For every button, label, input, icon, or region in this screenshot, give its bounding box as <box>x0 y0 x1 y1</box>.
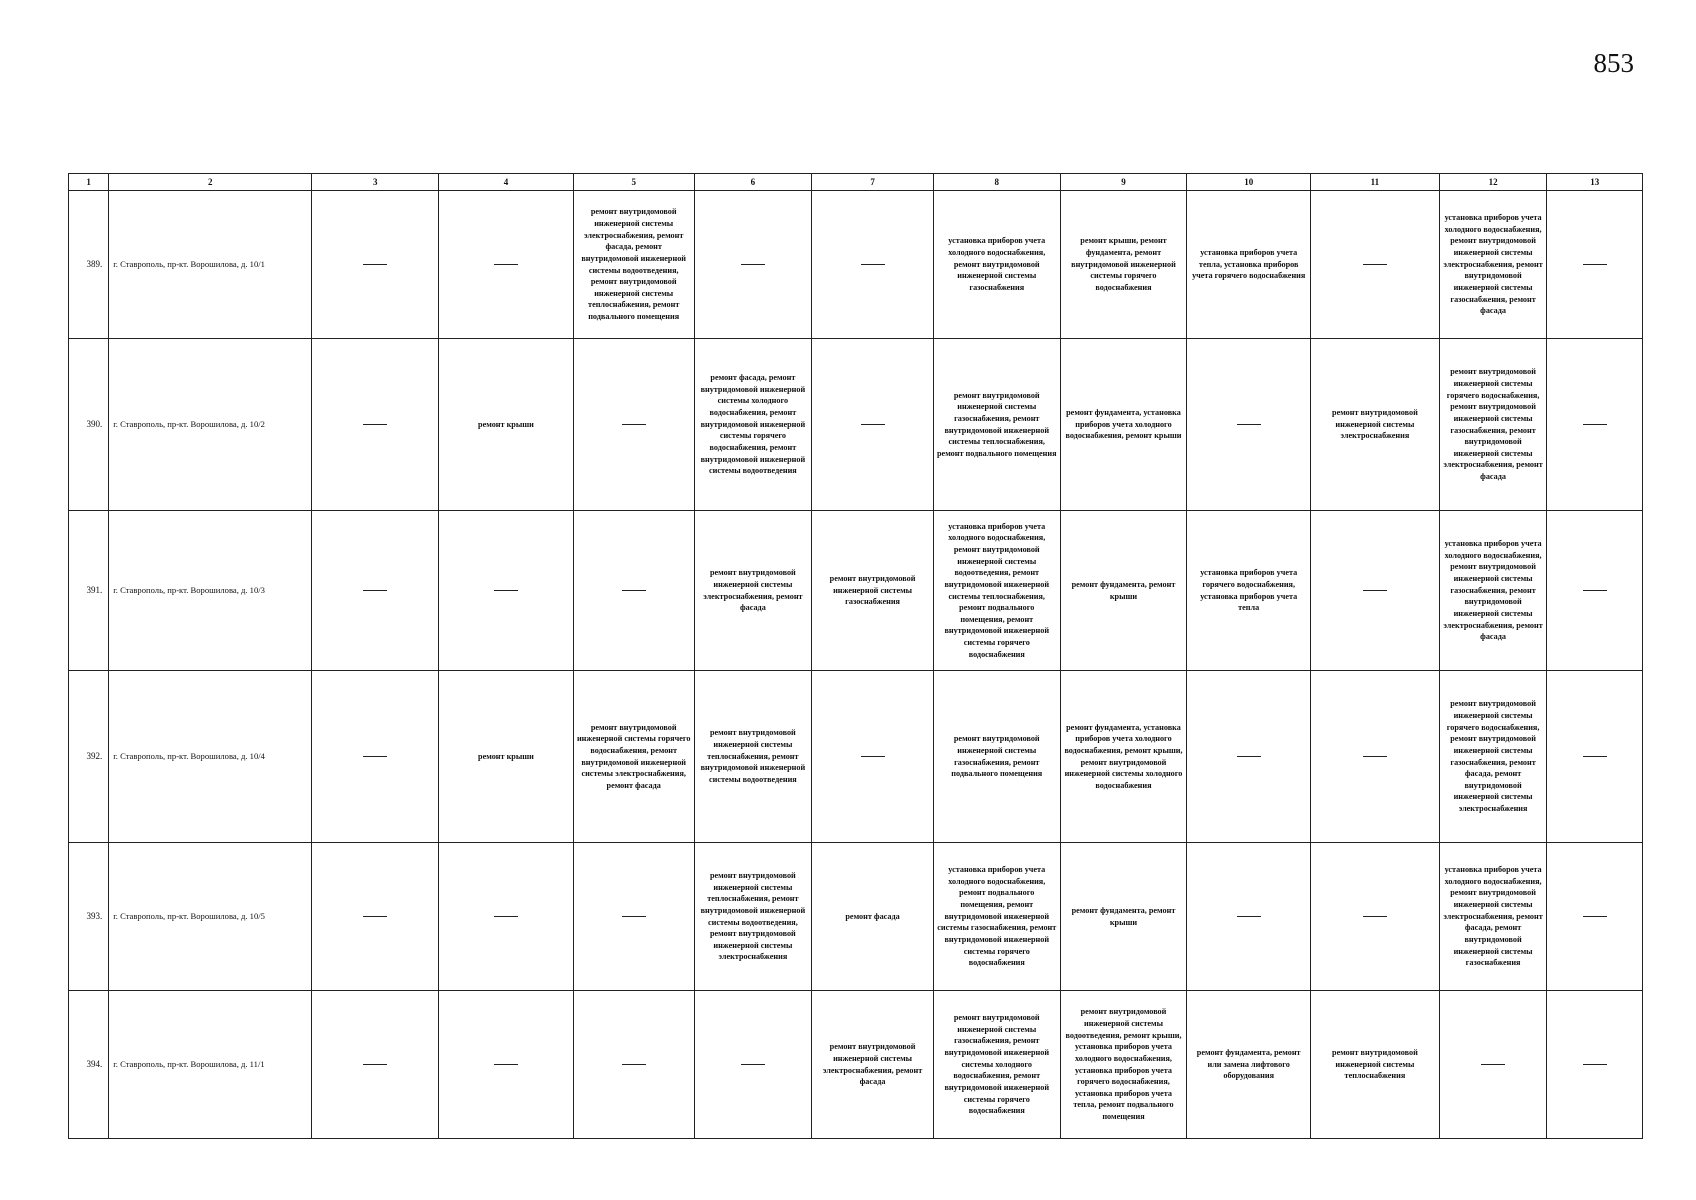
work-cell <box>812 671 934 843</box>
work-cell <box>439 511 574 671</box>
empty-dash <box>363 1064 387 1065</box>
work-cell: установка приборов учета холодного водоснабжения, ремонт внутридомовой инженерной системы электроснабжения, ремонт внутридомовой инженерной системы газоснабжения, ремонт фасада <box>1439 191 1547 339</box>
work-cell <box>1547 511 1643 671</box>
work-cell: ремонт внутридомовой инженерной системы теплоснабжения, ремонт внутридомовой инженерной системы водоотведения, ремонт внутридомовой инженерной системы электроснабжения <box>694 843 812 991</box>
work-cell: ремонт внутридомовой инженерной системы электроснабжения, ремонт фасада <box>812 991 934 1139</box>
table-row <box>69 671 1643 843</box>
work-cell: ремонт крыши, ремонт фундамента, ремонт внутридомовой инженерной системы горячего водоснабжения <box>1060 191 1187 339</box>
work-cell: ремонт внутридомовой инженерной системы теплоснабжения <box>1311 991 1440 1139</box>
work-cell: ремонт крыши <box>439 339 574 511</box>
empty-dash <box>1583 424 1607 425</box>
empty-dash <box>1237 916 1261 917</box>
address-cell: г. Ставрополь, пр-кт. Ворошилова, д. 11/1 <box>109 991 312 1139</box>
work-cell <box>812 339 934 511</box>
work-cell: ремонт внутридомовой инженерной системы электроснабжения, ремонт фасада, ремонт внутридомовой инженерной системы водоотведения, ремонт внутридомовой инженерной системы теплоснабжения, ремонт подвального помещения <box>573 191 694 339</box>
work-cell <box>1187 843 1311 991</box>
address-cell: г. Ставрополь, пр-кт. Ворошилова, д. 10/1 <box>109 191 312 339</box>
work-cell: ремонт внутридомовой инженерной системы горячего водоснабжения, ремонт внутридомовой инженерной системы газоснабжения, ремонт внутридомовой инженерной системы электроснабжения, ремонт фасада <box>1439 339 1547 511</box>
work-cell: ремонт фасада, ремонт внутридомовой инженерной системы холодного водоснабжения, ремонт внутридомовой инженерной системы горячего водоснабжения, ремонт внутридомовой инженерной системы водоотведения <box>694 339 812 511</box>
row-number: 389. <box>69 191 109 339</box>
work-cell <box>1311 671 1440 843</box>
column-header: 4 <box>439 174 574 191</box>
work-cell <box>573 991 694 1139</box>
work-cell: установка приборов учета горячего водоснабжения, установка приборов учета тепла <box>1187 511 1311 671</box>
work-cell: ремонт внутридомовой инженерной системы электроснабжения, ремонт фасада <box>694 511 812 671</box>
empty-dash <box>1363 590 1387 591</box>
empty-dash <box>1481 1064 1505 1065</box>
column-header: 12 <box>1439 174 1547 191</box>
work-cell: установка приборов учета тепла, установка приборов учета горячего водоснабжения <box>1187 191 1311 339</box>
work-cell <box>312 671 439 843</box>
empty-dash <box>363 424 387 425</box>
work-cell <box>694 991 812 1139</box>
empty-dash <box>1237 756 1261 757</box>
empty-dash <box>1363 264 1387 265</box>
column-header: 7 <box>812 174 934 191</box>
empty-dash <box>1363 756 1387 757</box>
address-cell: г. Ставрополь, пр-кт. Ворошилова, д. 10/5 <box>109 843 312 991</box>
address-cell: г. Ставрополь, пр-кт. Ворошилова, д. 10/2 <box>109 339 312 511</box>
work-cell <box>1439 991 1547 1139</box>
work-cell <box>1187 671 1311 843</box>
work-cell <box>312 843 439 991</box>
work-cell <box>312 191 439 339</box>
empty-dash <box>1583 916 1607 917</box>
empty-dash <box>363 916 387 917</box>
work-cell <box>1547 671 1643 843</box>
work-cell: ремонт фундамента, ремонт крыши <box>1060 511 1187 671</box>
work-cell: ремонт внутридомовой инженерной системы газоснабжения <box>812 511 934 671</box>
work-cell <box>312 339 439 511</box>
work-cell <box>1547 991 1643 1139</box>
work-cell <box>1311 191 1440 339</box>
empty-dash <box>1583 264 1607 265</box>
work-cell: ремонт внутридомовой инженерной системы горячего водоснабжения, ремонт внутридомовой инженерной системы электроснабжения, ремонт фасада <box>573 671 694 843</box>
column-header: 10 <box>1187 174 1311 191</box>
empty-dash <box>1583 590 1607 591</box>
empty-dash <box>363 590 387 591</box>
column-number-row <box>69 174 1643 191</box>
work-cell: установка приборов учета холодного водоснабжения, ремонт внутридомовой инженерной системы газоснабжения <box>933 191 1060 339</box>
work-cell: ремонт внутридомовой инженерной системы газоснабжения, ремонт внутридомовой инженерной системы холодного водоснабжения, ремонт внутридомовой инженерной системы горячего водоснабжения <box>933 991 1060 1139</box>
row-number: 390. <box>69 339 109 511</box>
row-number: 393. <box>69 843 109 991</box>
work-cell: ремонт внутридомовой инженерной системы газоснабжения, ремонт подвального помещения <box>933 671 1060 843</box>
work-cell: ремонт фундамента, установка приборов учета холодного водоснабжения, ремонт крыши <box>1060 339 1187 511</box>
work-cell <box>573 339 694 511</box>
work-cell: установка приборов учета холодного водоснабжения, ремонт внутридомовой инженерной системы электроснабжения, ремонт фасада, ремонт внутридомовой инженерной системы газоснабжения <box>1439 843 1547 991</box>
empty-dash <box>622 1064 646 1065</box>
table-row <box>69 843 1643 991</box>
table-row <box>69 339 1643 511</box>
work-cell <box>1311 511 1440 671</box>
empty-dash <box>1237 424 1261 425</box>
address-cell: г. Ставрополь, пр-кт. Ворошилова, д. 10/4 <box>109 671 312 843</box>
empty-dash <box>363 264 387 265</box>
column-header: 9 <box>1060 174 1187 191</box>
empty-dash <box>1583 756 1607 757</box>
row-number: 391. <box>69 511 109 671</box>
empty-dash <box>1583 1064 1607 1065</box>
work-cell: ремонт фасада <box>812 843 934 991</box>
work-cell <box>439 191 574 339</box>
work-cell: ремонт крыши <box>439 671 574 843</box>
work-cell: ремонт внутридомовой инженерной системы горячего водоснабжения, ремонт внутридомовой инженерной системы газоснабжения, ремонт фасада, ремонт внутридомовой инженерной системы электроснабжения <box>1439 671 1547 843</box>
column-header: 8 <box>933 174 1060 191</box>
empty-dash <box>622 590 646 591</box>
work-cell: установка приборов учета холодного водоснабжения, ремонт подвального помещения, ремонт внутридомовой инженерной системы газоснабжения, ремонт внутридомовой инженерной системы горячего водоснабжения <box>933 843 1060 991</box>
work-cell: ремонт внутридомовой инженерной системы газоснабжения, ремонт внутридомовой инженерной системы теплоснабжения, ремонт подвального помещения <box>933 339 1060 511</box>
row-number: 394. <box>69 991 109 1139</box>
row-number: 392. <box>69 671 109 843</box>
table-row <box>69 511 1643 671</box>
column-header: 5 <box>573 174 694 191</box>
empty-dash <box>363 756 387 757</box>
empty-dash <box>741 1064 765 1065</box>
work-cell: ремонт внутридомовой инженерной системы электроснабжения <box>1311 339 1440 511</box>
column-header: 13 <box>1547 174 1643 191</box>
page-number: 853 <box>1593 48 1634 78</box>
work-cell <box>573 843 694 991</box>
work-cell: установка приборов учета холодного водоснабжения, ремонт внутридомовой инженерной системы газоснабжения, ремонт внутридомовой инженерной системы электроснабжения, ремонт фасада <box>1439 511 1547 671</box>
work-cell <box>439 843 574 991</box>
empty-dash <box>861 756 885 757</box>
work-cell: установка приборов учета холодного водоснабжения, ремонт внутридомовой инженерной системы водоотведения, ремонт внутридомовой инженерной системы теплоснабжения, ремонт подвального помещения, ремонт внутридомовой инженерной системы горячего водоснабжения <box>933 511 1060 671</box>
work-cell <box>1547 191 1643 339</box>
work-cell <box>1547 843 1643 991</box>
work-cell: ремонт внутридомовой инженерной системы водоотведения, ремонт крыши, установка приборов учета холодного водоснабжения, установка приборов учета горячего водоснабжения, установка приборов учета тепла, ремонт подвального помещения <box>1060 991 1187 1139</box>
work-cell <box>573 511 694 671</box>
work-cell <box>439 991 574 1139</box>
work-cell <box>1187 339 1311 511</box>
empty-dash <box>622 916 646 917</box>
work-cell: ремонт фундамента, ремонт крыши <box>1060 843 1187 991</box>
empty-dash <box>861 264 885 265</box>
works-table <box>68 173 1643 1139</box>
column-header: 11 <box>1311 174 1440 191</box>
work-cell <box>312 511 439 671</box>
empty-dash <box>622 424 646 425</box>
empty-dash <box>494 1064 518 1065</box>
empty-dash <box>494 590 518 591</box>
empty-dash <box>861 424 885 425</box>
column-header: 2 <box>109 174 312 191</box>
address-cell: г. Ставрополь, пр-кт. Ворошилова, д. 10/3 <box>109 511 312 671</box>
work-cell <box>694 191 812 339</box>
work-cell <box>812 191 934 339</box>
empty-dash <box>494 264 518 265</box>
work-cell <box>312 991 439 1139</box>
work-cell: ремонт внутридомовой инженерной системы теплоснабжения, ремонт внутридомовой инженерной системы водоотведения <box>694 671 812 843</box>
empty-dash <box>494 916 518 917</box>
column-header: 3 <box>312 174 439 191</box>
work-cell: ремонт фундамента, ремонт или замена лифтового оборудования <box>1187 991 1311 1139</box>
column-header: 1 <box>69 174 109 191</box>
work-cell: ремонт фундамента, установка приборов учета холодного водоснабжения, ремонт крыши, ремонт внутридомовой инженерной системы холодного водоснабжения <box>1060 671 1187 843</box>
empty-dash <box>741 264 765 265</box>
column-header: 6 <box>694 174 812 191</box>
work-cell <box>1547 339 1643 511</box>
table-row <box>69 191 1643 339</box>
work-cell <box>1311 843 1440 991</box>
table-row <box>69 991 1643 1139</box>
empty-dash <box>1363 916 1387 917</box>
